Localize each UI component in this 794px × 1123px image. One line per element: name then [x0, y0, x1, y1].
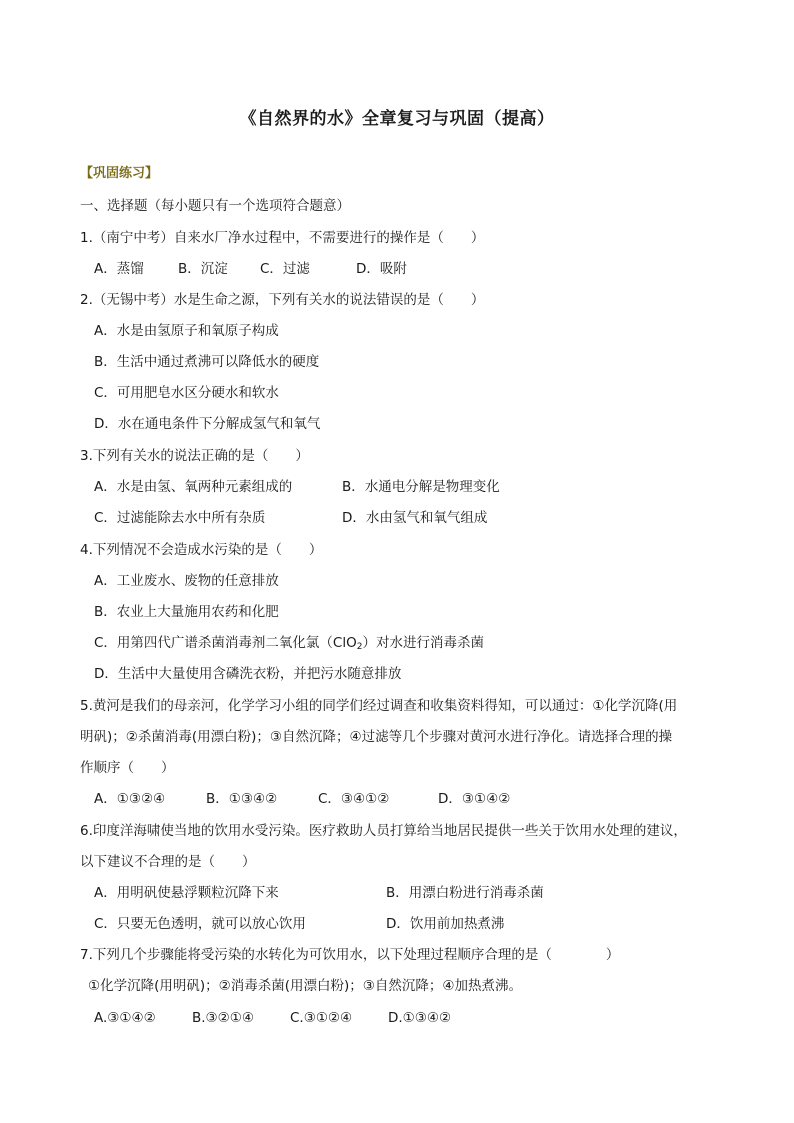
question-3-option-a: A．水是由氢、氧两种元素组成的 [94, 479, 293, 495]
question-6-line-2: 以下建议不合理的是（ ） [80, 854, 256, 870]
question-4-option-c [94, 633, 484, 657]
question-6-options-row-1 [94, 883, 614, 903]
question-2-option-c: C．可用肥皂水区分硬水和软水 [94, 385, 279, 401]
question-2-stem: 2.（无锡中考）水是生命之源，下列有关水的说法错误的是（ ） [80, 292, 485, 308]
section-tag: 【巩固练习】 [80, 166, 159, 181]
question-7-stem: 7.下列几个步骤能将受污染的水转化为可饮用水，以下处理过程顺序合理的是（ ） [80, 947, 620, 963]
question-7-option-b: B.③②①④ [192, 1010, 254, 1026]
question-1-option-c: C．过滤 [260, 261, 310, 277]
question-3-option-b: B．水通电分解是物理变化 [342, 479, 500, 495]
question-3-option-c: C．过滤能除去水中所有杂质 [94, 510, 266, 526]
question-3-option-d: D．水由氢气和氧气组成 [342, 510, 488, 526]
question-2-option-a: A．水是由氢原子和氧原子构成 [94, 323, 279, 339]
question-6-option-d: D．饮用前加热煮沸 [386, 916, 505, 932]
question-4-option-a: A．工业废水、废物的任意排放 [94, 573, 279, 589]
question-3-options-row-1 [94, 477, 614, 497]
question-5-option-d: D．③①④② [438, 791, 511, 807]
question-6-option-c: C．只要无色透明，就可以放心饮用 [94, 916, 306, 932]
question-4-stem: 4.下列情况不会造成水污染的是（ ） [80, 542, 323, 558]
question-5-line-2: 明矾)；②杀菌消毒(用漂白粉)；③自然沉降；④过滤等几个步骤对黄河水进行净化。请选择合理的操 [80, 729, 673, 745]
question-5-option-b: B．①③④② [206, 791, 278, 807]
question-5-option-a: A．①③②④ [94, 791, 166, 807]
question-1-option-b: B．沉淀 [178, 261, 228, 277]
question-6-option-a: A．用明矾使悬浮颗粒沉降下来 [94, 885, 279, 901]
question-7-option-a: A.③①④② [94, 1010, 156, 1026]
question-4-option-b: B．农业上大量施用农药和化肥 [94, 604, 279, 620]
question-5-line-3: 作顺序（ ） [80, 760, 175, 776]
question-3-stem: 3.下列有关水的说法正确的是（ ） [80, 448, 309, 464]
question-7-options [94, 1008, 614, 1028]
question-7-option-c: C.③①②④ [290, 1010, 353, 1026]
question-5-line-1: 5.黄河是我们的母亲河，化学学习小组的同学们经过调查和收集资料得知，可以通过：①化学沉降(用 [80, 698, 678, 714]
question-4-option-c-text: C．用第四代广谱杀菌消毒剂二氧化氯（ClO [94, 635, 357, 651]
question-7-option-d: D.①③④② [388, 1010, 452, 1026]
question-1-option-d: D．吸附 [356, 261, 407, 277]
question-2-option-d: D．水在通电条件下分解成氢气和氧气 [94, 416, 321, 432]
question-5-options [94, 789, 614, 809]
question-1-stem: 1.（南宁中考）自来水厂净水过程中，不需要进行的操作是（ ） [80, 230, 485, 246]
question-5-option-c: C．③④①② [318, 791, 390, 807]
question-6-options-row-2 [94, 914, 614, 934]
question-7-steps: ①化学沉降(用明矾)；②消毒杀菌(用漂白粉)；③自然沉降；④加热煮沸。 [88, 978, 522, 994]
question-2-option-b: B．生活中通过煮沸可以降低水的硬度 [94, 354, 320, 370]
question-4-option-d: D．生活中大量使用含磷洗衣粉，并把污水随意排放 [94, 666, 402, 682]
chemical-subscript: 2 [356, 642, 363, 652]
page-title: 《自然界的水》全章复习与巩固（提高） [239, 109, 555, 129]
question-1-options [94, 259, 594, 279]
question-3-options-row-2 [94, 508, 614, 528]
question-6-option-b: B．用漂白粉进行消毒杀菌 [386, 885, 544, 901]
part-heading: 一、选择题（每小题只有一个选项符合题意） [80, 198, 350, 214]
question-1-option-a: A．蒸馏 [94, 261, 144, 277]
question-4-option-c-tail: ）对水进行消毒杀菌 [362, 635, 484, 651]
question-6-line-1: 6.印度洋海啸使当地的饮用水受污染。医疗救助人员打算给当地居民提供一些关于饮用水处理的建议， [80, 823, 687, 839]
